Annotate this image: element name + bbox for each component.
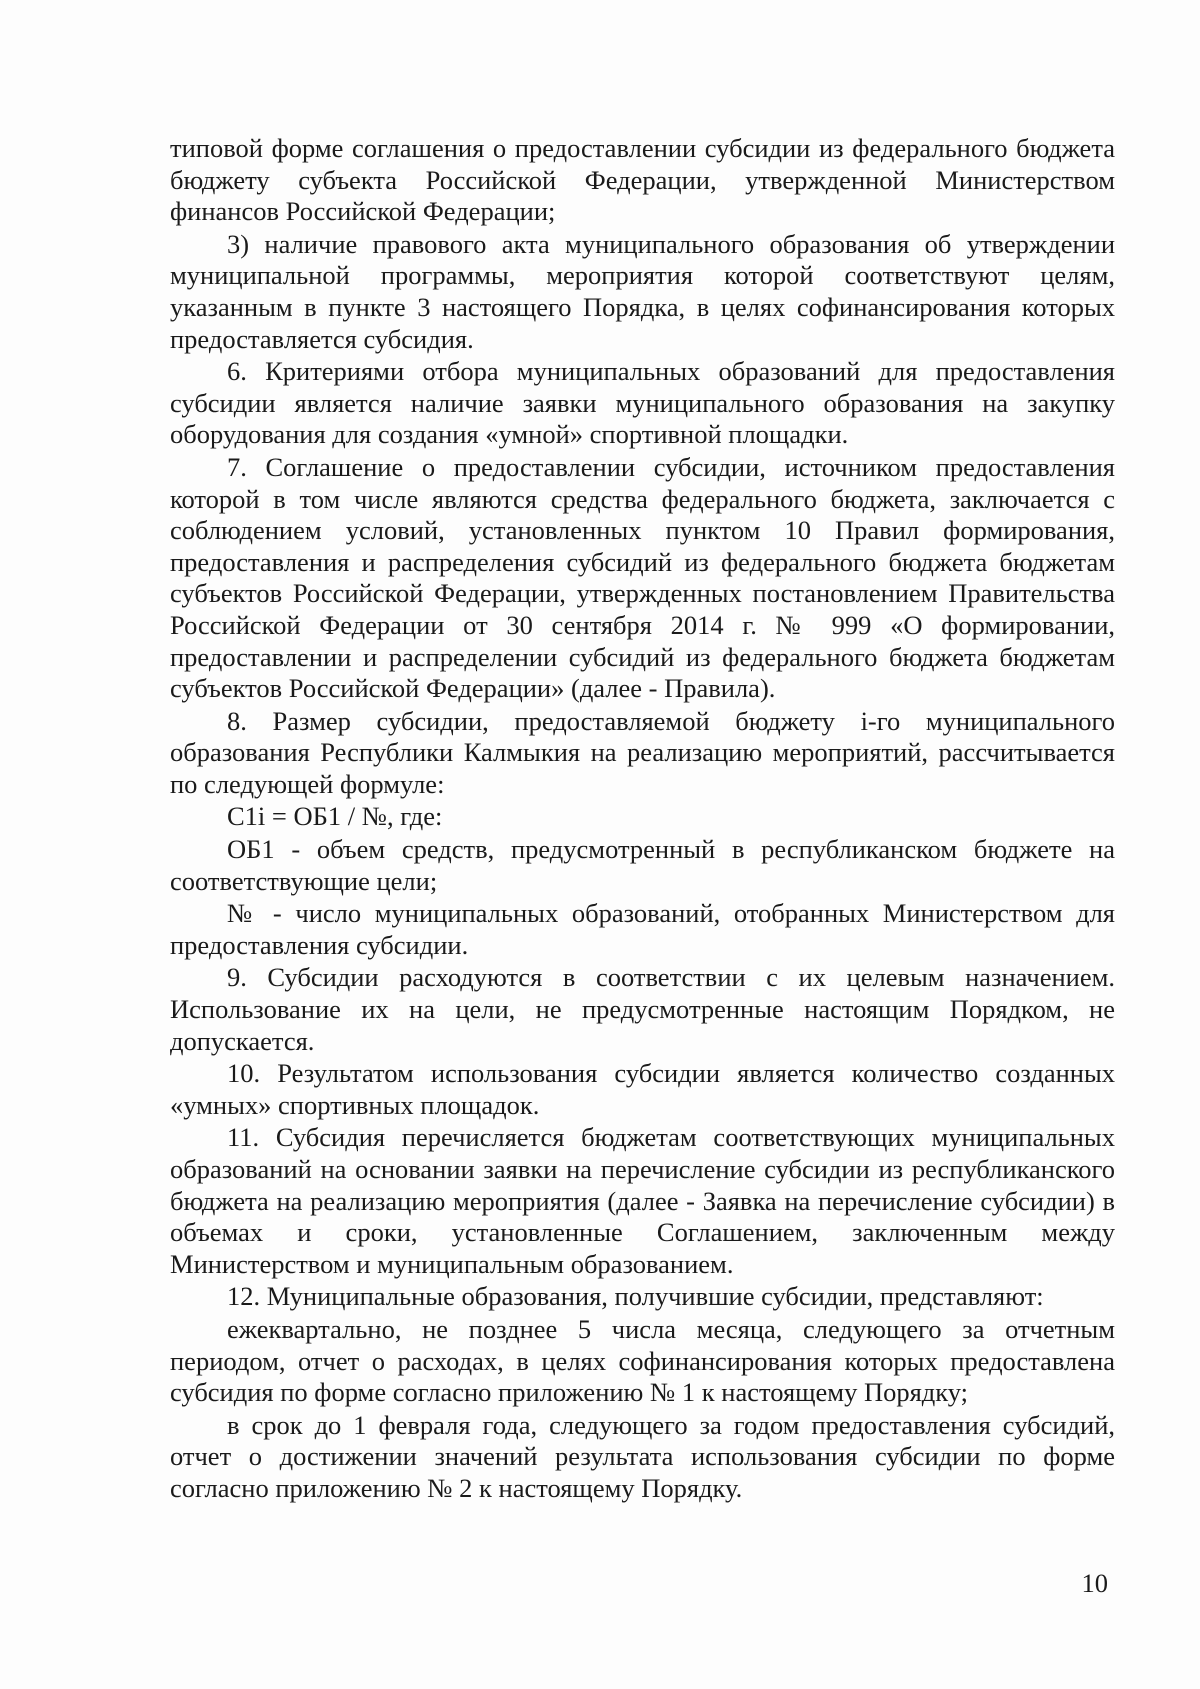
paragraph-item-12: 12. Муниципальные образования, получившие субсидии, представляют: (227, 1281, 1044, 1312)
formula-line: С1i = ОБ1 / №, где: (227, 801, 443, 832)
paragraph-item-6: 6. Критериями отбора муниципальных образований для предоставления субсидии является наличие заявки муниципального образования на закупку оборудования для создания «умной» спортивной площадки. (170, 356, 1115, 450)
document-body (170, 133, 1115, 1506)
paragraph-item-9: 9. Субсидии расходуются в соответствии с их целевым назначением. Использование их на цели, не предусмотренные настоящим Порядком, не допускается. (170, 962, 1115, 1056)
paragraph-item-12-annual: в срок до 1 февраля года, следующего за годом предоставления субсидий, отчет о достижении значений результата использования субсидии по форме согласно приложению № 2 к настоящему Порядку. (170, 1409, 1115, 1503)
paragraph-intro: типовой форме соглашения о предоставлении субсидии из федерального бюджета бюджету субъекта Российской Федерации, утвержденной Министерством финансов Российской Федерации; (170, 133, 1115, 227)
paragraph-number-definition: № - число муниципальных образований, отобранных Министерством для предоставления субсидии. (170, 898, 1115, 960)
paragraph-ob1-definition: ОБ1 - объем средств, предусмотренный в республиканском бюджете на соответствующие цели; (170, 834, 1115, 896)
paragraph-item-12-quarterly: ежеквартально, не позднее 5 числа месяца, следующего за отчетным периодом, отчет о расходах, в целях софинансирования которых предоставлена субсидия по форме согласно приложению № 1 к настоящему Порядку; (170, 1313, 1115, 1408)
paragraph-item-3: 3) наличие правового акта муниципального образования об утверждении муниципальной программы, мероприятия которой соответствуют целям, указанным в пункте 3 настоящего Порядка, в целях софинансирования которых предоставляется субсидия. (170, 228, 1115, 354)
paragraph-item-7: 7. Соглашение о предоставлении субсидии, источником предоставления которой в том числе являются средства федерального бюджета, заключается с соблюдением условий, установленных пунктом 10 Правил формирования, предоставления и распределения субсидий из федерального бюджета бюджетам субъектов Российской Федерации, утвержденных постановлением Правительства Российской Федерации от 30 сентября 2014 г. № 999 «О формировании, предоставлении и распределении субсидий из федерального бюджета бюджетам субъектов Российской Федерации» (далее - Правила). (170, 451, 1115, 704)
paragraph-item-10: 10. Результатом использования субсидии является количество созданных «умных» спортивных площадок. (170, 1058, 1115, 1120)
paragraph-item-8: 8. Размер субсидии, предоставляемой бюджету i-го муниципального образования Республики Калмыкия на реализацию мероприятий, рассчитывается по следующей формуле: (170, 705, 1115, 799)
paragraph-item-11: 11. Субсидия перечисляется бюджетам соответствующих муниципальных образований на основании заявки на перечисление субсидии из республиканского бюджета на реализацию мероприятия (далее - Заявка на перечисление субсидии) в объемах и сроки, установленные Соглашением, заключенным между Министерством и муниципальным образованием. (170, 1122, 1115, 1279)
page-number: 10 (1081, 1568, 1108, 1598)
